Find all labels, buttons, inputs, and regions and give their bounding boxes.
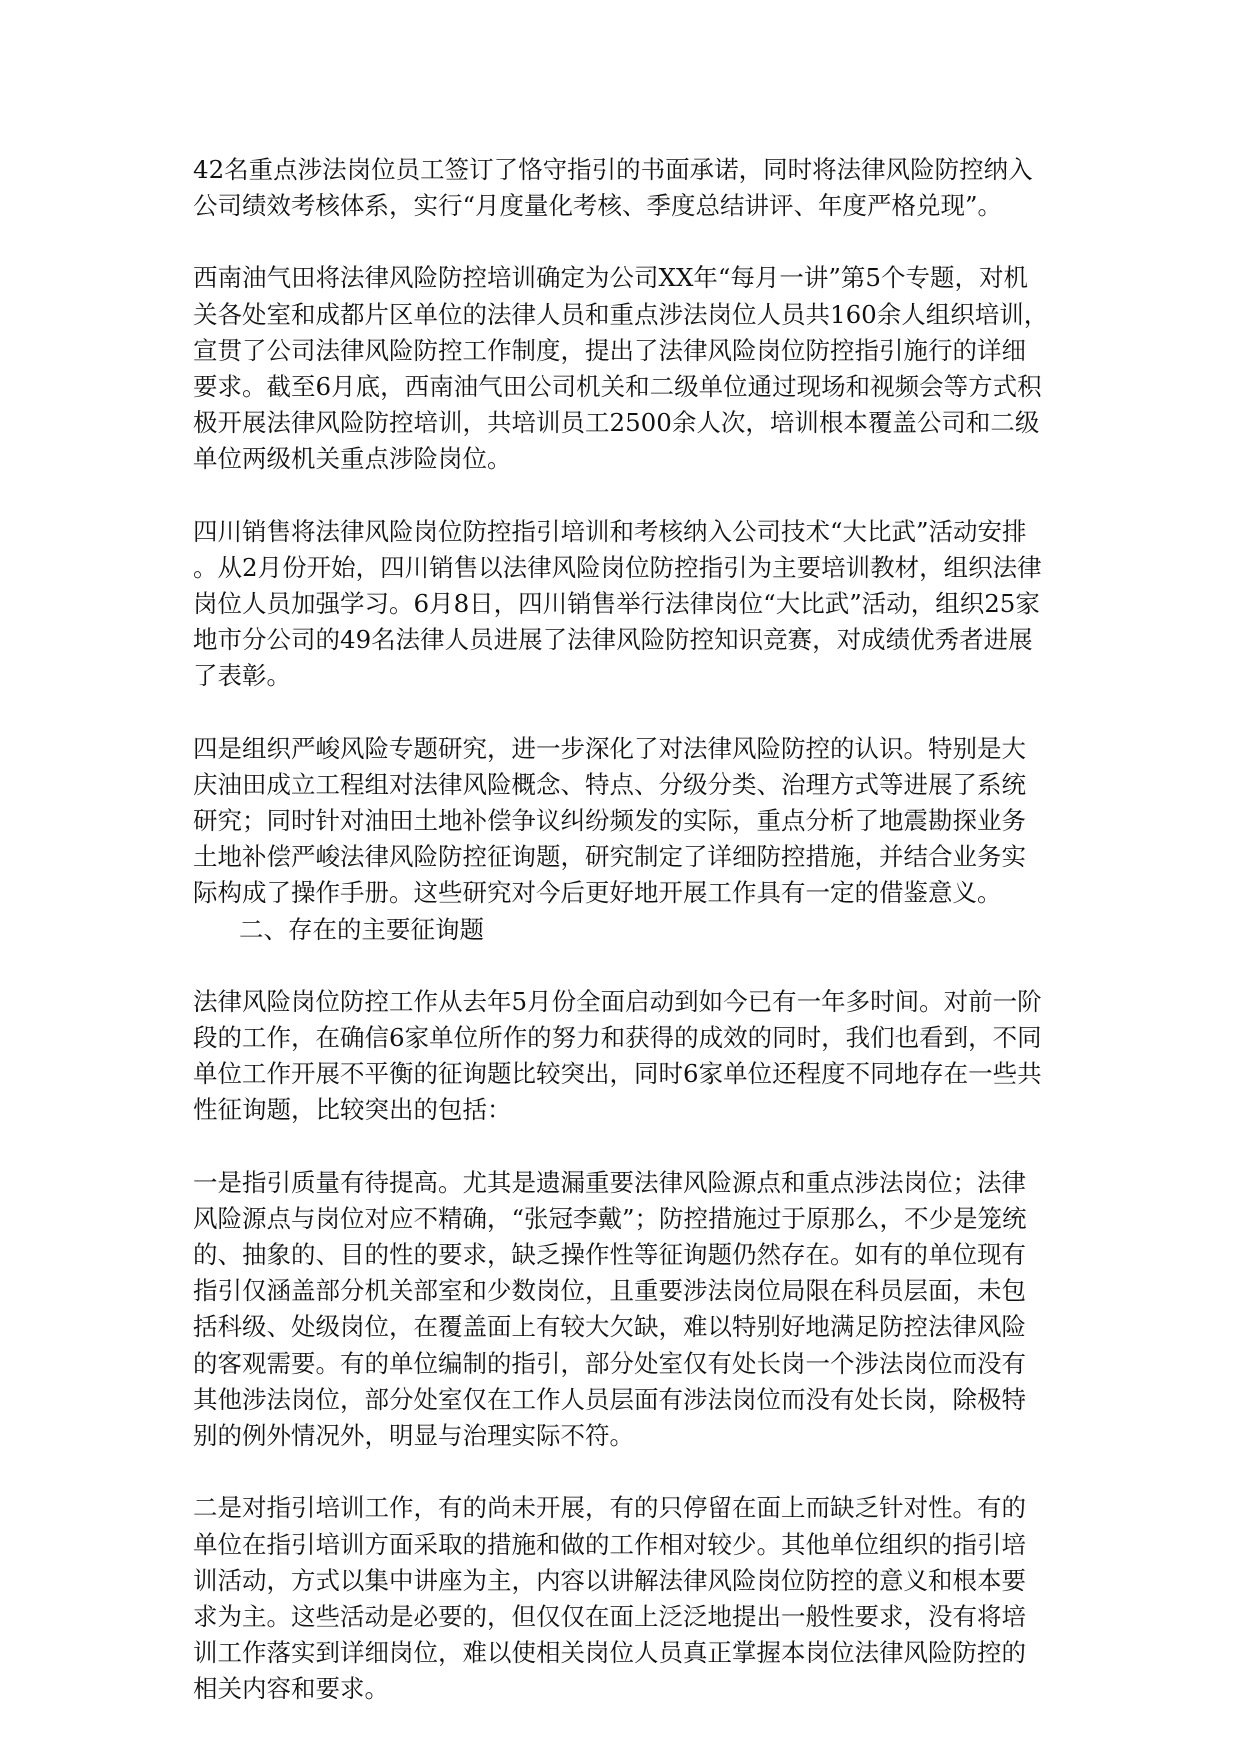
text-line: 一是指引质量有待提高。尤其是遗漏重要法律风险源点和重点涉法岗位；法律 — [193, 1167, 1026, 1197]
text-line: 了表彰。 — [193, 661, 291, 691]
paragraph-risk-research — [193, 731, 1053, 912]
text-line: 其他涉法岗位，部分处室仅在工作人员层面有涉法岗位而没有处长岗，除极特 — [193, 1384, 1026, 1414]
text-line: 庆油田成立工程组对法律风险概念、特点、分级分类、治理方式等进展了系统 — [193, 769, 1026, 799]
text-line: 土地补偿严峻法律风险防控征询题，研究制定了详细防控措施，并结合业务实 — [193, 842, 1026, 872]
text-line: 相关内容和要求。 — [193, 1674, 389, 1704]
text-line: 宣贯了公司法律风险防控工作制度，提出了法律风险岗位防控指引施行的详细 — [193, 335, 1026, 365]
text-line: 训活动，方式以集中讲座为主，内容以讲解法律风险岗位防控的意义和根本要 — [193, 1565, 1026, 1595]
text-line: 求为主。这些活动是必要的，但仅仅在面上泛泛地提出一般性要求，没有将培 — [193, 1601, 1026, 1631]
text-line: 的、抽象的、目的性的要求，缺乏操作性等征询题仍然存在。如有的单位现有 — [193, 1240, 1026, 1270]
text-line: 极开展法律风险防控培训，共培训员工2500余人次，培训根本覆盖公司和二级 — [193, 408, 1040, 438]
paragraph-commitment — [193, 152, 1053, 224]
text-line: 别的例外情况外，明显与治理实际不符。 — [193, 1421, 634, 1451]
text-line: 二是对指引培训工作，有的尚未开展，有的只停留在面上而缺乏针对性。有的 — [193, 1493, 1026, 1523]
text-line: 单位在指引培训方面采取的措施和做的工作相对较少。其他单位组织的指引培 — [193, 1529, 1026, 1559]
text-line: 法律风险岗位防控工作从去年5月份全面启动到如今已有一年多时间。对前一阶 — [193, 986, 1042, 1016]
paragraph-overview — [193, 984, 1053, 1129]
text-line: 四是组织严峻风险专题研究，进一步深化了对法律风险防控的认识。特别是大 — [193, 733, 1026, 763]
text-line: 研究；同时针对油田土地补偿争议纠纷频发的实际，重点分析了地震勘探业务 — [193, 806, 1026, 836]
section-heading: 二、存在的主要征询题 — [239, 914, 484, 944]
text-line: 单位工作开展不平衡的征询题比较突出，同时6家单位还程度不同地存在一些共 — [193, 1059, 1042, 1089]
text-line: 的客观需要。有的单位编制的指引，部分处室仅有处长岗一个涉法岗位而没有 — [193, 1348, 1026, 1378]
paragraph-sichuan-sales — [193, 514, 1053, 695]
text-line: 42名重点涉法岗位员工签订了恪守指引的书面承诺，同时将法律风险防控纳入 — [193, 155, 1033, 184]
text-line: 段的工作，在确信6家单位所作的努力和获得的成效的同时，我们也看到，不同 — [193, 1023, 1042, 1053]
document-page — [193, 152, 1053, 1708]
text-line: 关各处室和成都片区单位的法律人员和重点涉法岗位人员共160余人组织培训， — [193, 299, 1049, 329]
text-line: 际构成了操作手册。这些研究对今后更好地开展工作具有一定的借鉴意义。 — [193, 878, 1002, 908]
text-line: 风险源点与岗位对应不精确，“张冠李戴”；防控措施过于原那么，不少是笼统 — [193, 1203, 1027, 1233]
text-line: 训工作落实到详细岗位，难以使相关岗位人员真正掌握本岗位法律风险防控的 — [193, 1638, 1026, 1668]
text-line: 岗位人员加强学习。6月8日，四川销售举行法律岗位“大比武”活动，组织25家 — [193, 589, 1040, 619]
paragraph-guideline-quality — [193, 1165, 1053, 1455]
text-line: 指引仅涵盖部分机关部室和少数岗位，且重要涉法岗位局限在科员层面，未包 — [193, 1276, 1026, 1306]
text-line: 括科级、处级岗位，在覆盖面上有较大欠缺，难以特别好地满足防控法律风险 — [193, 1312, 1026, 1342]
text-line: 四川销售将法律风险岗位防控指引培训和考核纳入公司技术“大比武”活动安排 — [193, 516, 1027, 546]
text-line: 性征询题，比较突出的包括： — [193, 1095, 512, 1125]
text-line: 要求。截至6月底，西南油气田公司机关和二级单位通过现场和视频会等方式积 — [193, 372, 1042, 402]
text-line: 单位两级机关重点涉险岗位。 — [193, 444, 512, 474]
text-line: 西南油气田将法律风险防控培训确定为公司XX年“每月一讲”第5个专题，对机 — [193, 263, 1029, 293]
text-line: 。从2月份开始，四川销售以法律风险岗位防控指引为主要培训教材，组织法律 — [193, 552, 1042, 582]
text-line: 公司绩效考核体系，实行“月度量化考核、季度总结讲评、年度严格兑现”。 — [193, 191, 1003, 221]
paragraph-training-issues — [193, 1490, 1053, 1707]
text-line: 地市分公司的49名法律人员进展了法律风险防控知识竞赛，对成绩优秀者进展 — [193, 625, 1033, 655]
paragraph-southwest-training — [193, 260, 1053, 477]
